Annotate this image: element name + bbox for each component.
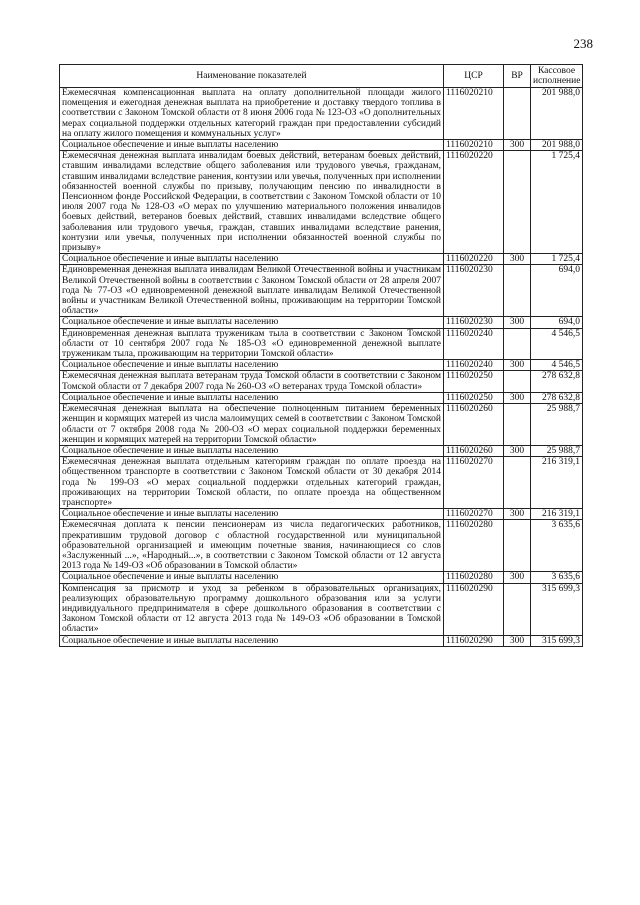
row-vr-cell [504, 265, 531, 317]
row-amount-cell: 315 699,3 [531, 635, 583, 646]
row-csr-cell: 1116020230 [444, 317, 504, 328]
table-row [60, 404, 583, 446]
row-vr-cell: 300 [504, 254, 531, 265]
row-csr-cell: 1116020280 [444, 572, 504, 583]
row-name-cell: Ежемесячная денежная выплата ветеранам труда Томской области в соответствии с Законом Томской области от 7 декабря 2007 года № 260-ОЗ «О ветеранах труда Томской области» [60, 371, 444, 392]
table-row [60, 583, 583, 635]
row-amount-cell: 694,0 [531, 265, 583, 317]
row-amount-cell: 25 988,7 [531, 445, 583, 456]
row-amount-cell: 201 988,0 [531, 140, 583, 151]
row-vr-cell: 300 [504, 445, 531, 456]
row-vr-cell [504, 88, 531, 140]
row-csr-cell: 1116020220 [444, 254, 504, 265]
row-csr-cell: 1116020270 [444, 509, 504, 520]
header-csr: ЦСР [444, 65, 504, 88]
header-vr: ВР [504, 65, 531, 88]
header-name: Наименование показателей [60, 65, 444, 88]
budget-table [59, 64, 583, 647]
row-amount-cell: 25 988,7 [531, 404, 583, 446]
table-row [60, 265, 583, 317]
row-amount-cell: 4 546,5 [531, 328, 583, 360]
row-name-cell: Компенсация за присмотр и уход за ребенком в образовательных организациях, реализующих образовательную программу дошкольного образования или за услуги индивидуального предпринимателя в сфере дошкольного образования в соответствии с Законом Томской области от 12 августа 2013 года № 149-ОЗ «Об образовании в Томской области» [60, 583, 444, 635]
row-vr-cell: 300 [504, 509, 531, 520]
row-csr-cell: 1116020250 [444, 392, 504, 403]
row-csr-cell: 1116020230 [444, 265, 504, 317]
row-name-cell: Единовременная денежная выплата инвалидам Великой Отечественной войны и участникам Великой Отечественной войны в соответствии с Законом Томской области от 28 апреля 2007 года № 77-ОЗ «О единовременной денежной выплате инвалидам Великой Отечественной войны и участникам Великой Отечественной войны, проживающим на территории Томской области» [60, 265, 444, 317]
row-csr-cell: 1116020290 [444, 635, 504, 646]
row-vr-cell: 300 [504, 317, 531, 328]
row-vr-cell [504, 371, 531, 392]
row-vr-cell: 300 [504, 140, 531, 151]
table-row [60, 520, 583, 572]
row-amount-cell: 278 632,8 [531, 371, 583, 392]
row-csr-cell: 1116020210 [444, 88, 504, 140]
row-csr-cell: 1116020290 [444, 583, 504, 635]
row-name-cell: Социальное обеспечение и иные выплаты населению [60, 392, 444, 403]
table-row [60, 371, 583, 392]
row-vr-cell [504, 457, 531, 509]
row-name-cell: Ежемесячная денежная выплата инвалидам боевых действий, ветеранам боевых действий, ставшим инвалидами вследствие общего заболевания или трудового увечья, гражданам, ставшим инвалидами вследствие ранения, контузии или увечья, полученных при исполнении обязанностей военной службы по призыву, получающим пенсию по инвалидности в Пенсионном фонде Российской Федерации, в соответствии с Законом Томской области от 10 июля 2007 года № 128-ОЗ «О мерах по улучшению материального положения инвалидов боевых действий, ветеранов боевых действий, ставших инвалидами вследствие общего заболевания или трудового увечья, граждан, ставших инвалидами вследствие ранения, контузии или увечья, полученных при исполнении обязанностей военной службы по призыву» [60, 151, 444, 254]
table-row [60, 254, 583, 265]
row-amount-cell: 4 546,5 [531, 360, 583, 371]
table-row [60, 88, 583, 140]
row-name-cell: Социальное обеспечение и иные выплаты населению [60, 572, 444, 583]
row-vr-cell: 300 [504, 635, 531, 646]
table-header-row [60, 65, 583, 88]
row-name-cell: Ежемесячная компенсационная выплата на оплату дополнительной площади жилого помещения и ежегодная денежная выплата на приобретение и доставку твердого топлива в соответствии с Законом Томской области от 8 июня 2006 года № 123-ОЗ «О дополнительных мерах социальной поддержки отдельных категорий граждан при предоставлении субсидий на оплату жилого помещения и коммунальных услуг» [60, 88, 444, 140]
row-amount-cell: 278 632,8 [531, 392, 583, 403]
table-row [60, 572, 583, 583]
row-name-cell: Социальное обеспечение и иные выплаты населению [60, 254, 444, 265]
row-name-cell: Ежемесячная денежная выплата отдельным категориям граждан по оплате проезда на общественном транспорте в соответствии с Законом Томской области от 30 декабря 2014 года № 199-ОЗ «О мерах социальной поддержки отдельных категорий граждан, проживающих на территории Томской области, по оплате проезда на общественном транспорте» [60, 457, 444, 509]
row-name-cell: Ежемесячная денежная выплата на обеспечение полноценным питанием беременных женщин и кормящих матерей из числа малоимущих семей в соответствии с Законом Томской области от 7 октября 2008 года № 200-ОЗ «О мерах социальной поддержки беременных женщин и кормящих матерей на территории Томской области» [60, 404, 444, 446]
row-vr-cell [504, 404, 531, 446]
row-csr-cell: 1116020240 [444, 360, 504, 371]
table-body [60, 88, 583, 647]
table-row [60, 328, 583, 360]
row-name-cell: Единовременная денежная выплата труженикам тыла в соответствии с Законом Томской области от 10 сентября 2007 года № 185-ОЗ «О единовременной денежной выплате труженикам тыла, проживающим на территории Томской области» [60, 328, 444, 360]
row-name-cell: Социальное обеспечение и иные выплаты населению [60, 635, 444, 646]
page-number: 238 [573, 36, 593, 51]
row-amount-cell: 315 699,3 [531, 583, 583, 635]
row-csr-cell: 1116020210 [444, 140, 504, 151]
row-vr-cell: 300 [504, 360, 531, 371]
table-row [60, 445, 583, 456]
row-name-cell: Социальное обеспечение и иные выплаты населению [60, 360, 444, 371]
table-row [60, 360, 583, 371]
table-row [60, 317, 583, 328]
row-vr-cell [504, 583, 531, 635]
row-csr-cell: 1116020270 [444, 457, 504, 509]
row-csr-cell: 1116020240 [444, 328, 504, 360]
row-amount-cell: 1 725,4 [531, 254, 583, 265]
row-name-cell: Социальное обеспечение и иные выплаты населению [60, 317, 444, 328]
row-amount-cell: 216 319,1 [531, 509, 583, 520]
row-name-cell: Ежемесячная доплата к пенсии пенсионерам из числа педагогических работников, прекратившим трудовой договор с областной государственной или муниципальной образовательной организацией и имеющим почетные звания, начинающиеся со слов «Заслуженный ...», «Народный...», в соответствии с Законом Томской области от 12 августа 2013 года № 149-ОЗ «Об образовании в Томской области» [60, 520, 444, 572]
row-csr-cell: 1116020280 [444, 520, 504, 572]
row-csr-cell: 1116020260 [444, 445, 504, 456]
table-row [60, 635, 583, 646]
row-csr-cell: 1116020220 [444, 151, 504, 254]
row-amount-cell: 201 988,0 [531, 88, 583, 140]
row-amount-cell: 1 725,4 [531, 151, 583, 254]
header-amount: Кассовое исполнение [531, 65, 583, 88]
row-amount-cell: 694,0 [531, 317, 583, 328]
row-name-cell: Социальное обеспечение и иные выплаты населению [60, 509, 444, 520]
row-vr-cell [504, 520, 531, 572]
row-csr-cell: 1116020250 [444, 371, 504, 392]
row-amount-cell: 216 319,1 [531, 457, 583, 509]
table-row [60, 392, 583, 403]
row-csr-cell: 1116020260 [444, 404, 504, 446]
row-vr-cell [504, 151, 531, 254]
row-name-cell: Социальное обеспечение и иные выплаты населению [60, 445, 444, 456]
row-vr-cell [504, 328, 531, 360]
table-row [60, 509, 583, 520]
table-row [60, 140, 583, 151]
row-vr-cell: 300 [504, 572, 531, 583]
table-row [60, 457, 583, 509]
row-amount-cell: 3 635,6 [531, 520, 583, 572]
table-row [60, 151, 583, 254]
row-amount-cell: 3 635,6 [531, 572, 583, 583]
row-vr-cell: 300 [504, 392, 531, 403]
row-name-cell: Социальное обеспечение и иные выплаты населению [60, 140, 444, 151]
